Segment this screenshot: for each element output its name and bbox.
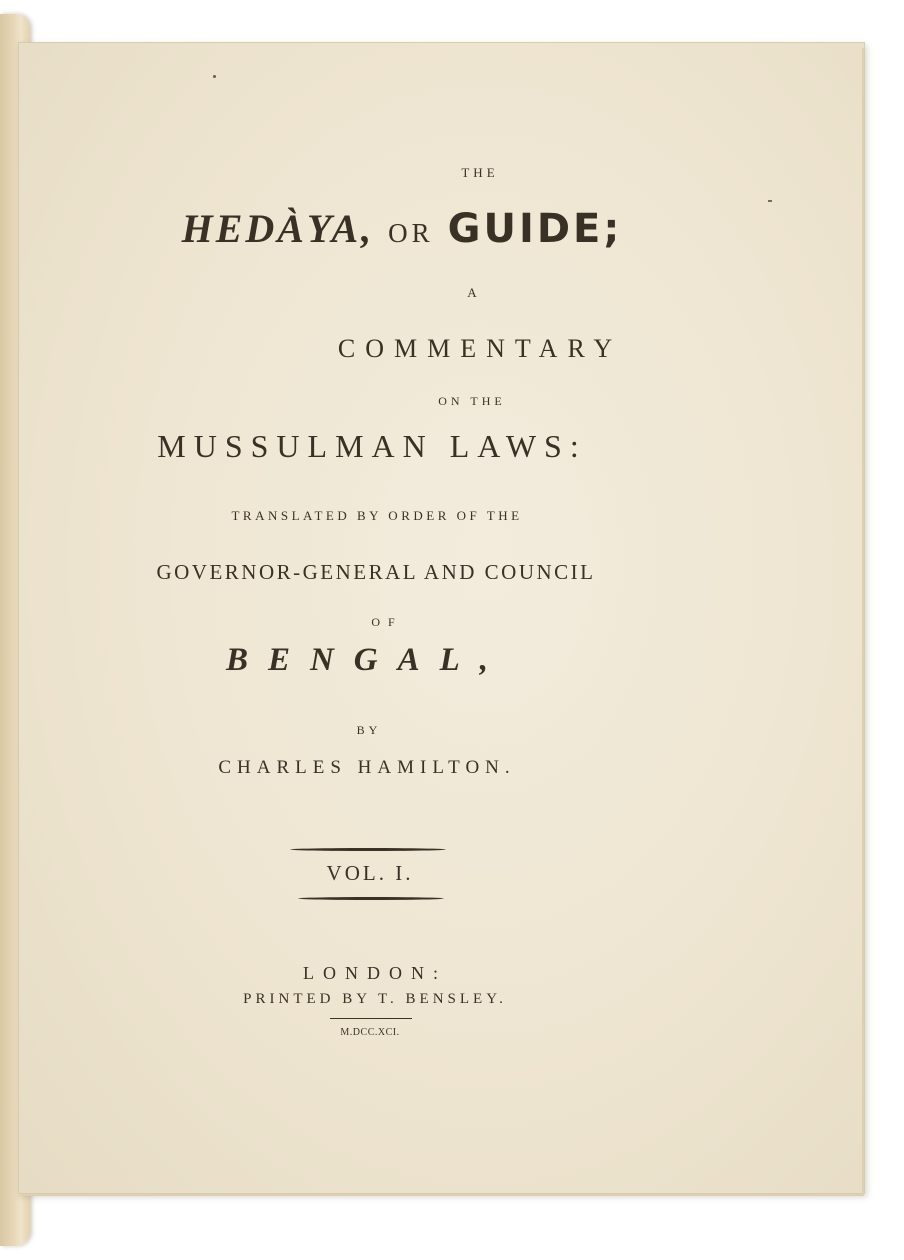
imprint-place: LONDON: — [303, 963, 447, 983]
title-the: THE — [461, 165, 499, 180]
title-guide: GUIDE; — [447, 206, 623, 252]
imprint-rule — [330, 1018, 412, 1019]
subtitle-mussulman-laws: MUSSULMAN LAWS: — [157, 428, 587, 464]
subtitle-commentary: COMMENTARY — [337, 334, 623, 363]
bengal-line: BENGAL, — [225, 642, 509, 678]
volume-label: VOL. I. — [326, 861, 414, 885]
decorative-rule-top — [290, 848, 446, 851]
decorative-rule-bottom — [298, 897, 444, 900]
title-or: OR — [388, 218, 434, 248]
translated-by-line: TRANSLATED BY ORDER OF THE — [231, 508, 523, 523]
imprint-date: M.DCC.XCI. — [340, 1027, 400, 1038]
main-title — [0, 205, 854, 252]
of-line: OF — [371, 615, 403, 629]
author-name: CHARLES HAMILTON. — [218, 757, 516, 778]
governor-general-line: GOVERNOR-GENERAL AND COUNCIL — [156, 560, 596, 584]
paper-speck — [213, 75, 216, 78]
paper-speck — [768, 200, 772, 202]
title-hedaya: HEDÀYA, — [181, 206, 375, 251]
imprint-printer: PRINTED BY T. BENSLEY. — [243, 991, 507, 1007]
by-line: BY — [356, 723, 382, 737]
subtitle-a: A — [467, 285, 477, 300]
subtitle-on-the: ON THE — [438, 394, 506, 408]
